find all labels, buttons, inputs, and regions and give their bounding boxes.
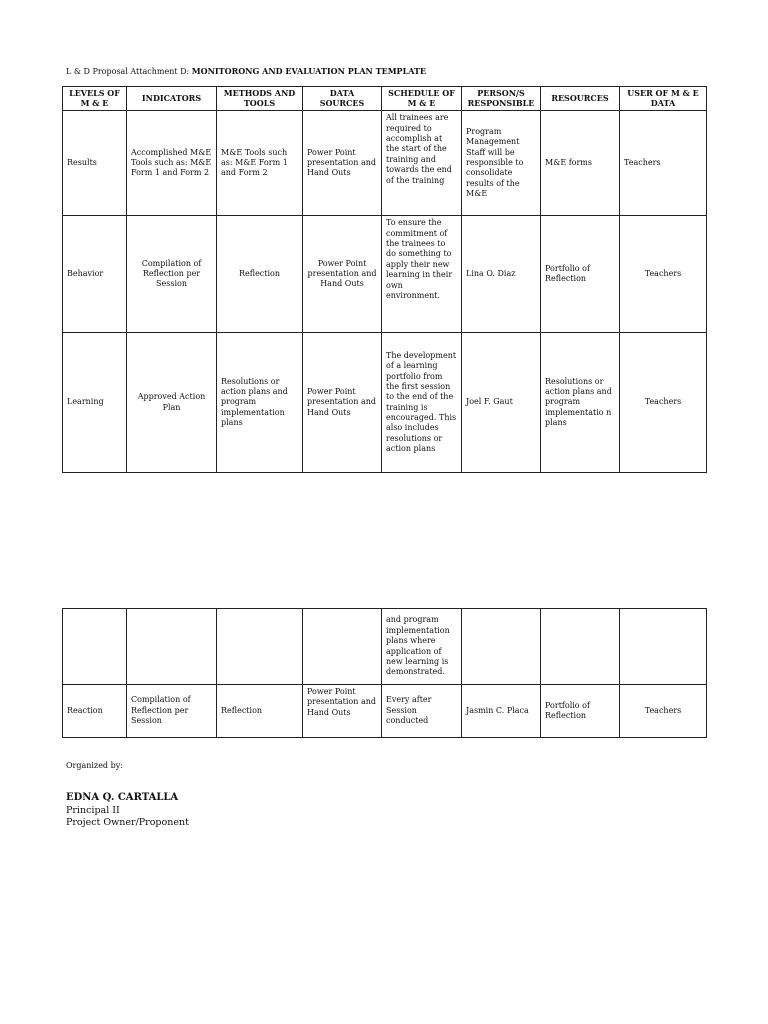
cell-schedule: The development of a learning portfolio from the first session to the end of the training is encouraged. This also includes resolutions or action plans	[382, 333, 462, 473]
cell-sources: Power Point presentation and Hand Outs	[303, 216, 382, 333]
cell-level: Reaction	[63, 685, 127, 738]
cell-indicators: Accomplished M&E Tools such as: M&E Form 1 and Form 2	[127, 111, 217, 216]
header-user: USER OF M & E DATA	[620, 87, 707, 111]
signatory-name: EDNA Q. CARTALLA	[66, 792, 179, 803]
cell-person: Program Management Staff will be responsible to consolidate results of the M&E	[462, 111, 541, 216]
me-plan-table	[62, 86, 707, 473]
cell-methods: Reflection	[217, 685, 303, 738]
cell-resources: Resolutions or action plans and program implementatio n plans	[541, 333, 620, 473]
cell-schedule: and program implementation plans where application of new learning is demonstrated.	[382, 609, 462, 685]
header-schedule: SCHEDULE OF M & E	[382, 87, 462, 111]
signatory-position: Principal II	[66, 805, 120, 816]
cell-resources: M&E forms	[541, 111, 620, 216]
cell-schedule: To ensure the commitment of the trainees to do something to apply their new learning in their own environment.	[382, 216, 462, 333]
cell-user: Teachers	[620, 333, 707, 473]
cell-person: Joel F. Gaut	[462, 333, 541, 473]
cell-resources: Portfolio of Reflection	[541, 216, 620, 333]
cell-sources: Power Point presentation and Hand Outs	[303, 333, 382, 473]
title-main: MONITORONG AND EVALUATION PLAN TEMPLATE	[191, 66, 427, 76]
cell-sources: Power Point presentation and Hand Outs	[303, 111, 382, 216]
cell-indicators: Approved Action Plan	[127, 333, 217, 473]
cell-methods: Resolutions or action plans and program implementation plans	[217, 333, 303, 473]
header-sources: DATA SOURCES	[303, 87, 382, 111]
cell-level: Behavior	[63, 216, 127, 333]
cell-level: Learning	[63, 333, 127, 473]
cell-sources: Power Point presentation and Hand Outs	[303, 685, 382, 738]
cell-user: Teachers	[620, 216, 707, 333]
cell-methods: M&E Tools such as: M&E Form 1 and Form 2	[217, 111, 303, 216]
table-row	[63, 609, 707, 685]
cell-person: Jasmin C. Placa	[462, 685, 541, 738]
cell-person: Lina O. Diaz	[462, 216, 541, 333]
cell-user: Teachers	[620, 685, 707, 738]
table-row	[63, 333, 707, 473]
cell-methods: Reflection	[217, 216, 303, 333]
header-indicators: INDICATORS	[127, 87, 217, 111]
me-plan-table-continued	[62, 608, 707, 738]
table-header-row	[63, 87, 707, 111]
cell-schedule: All trainees are required to accomplish at the start of the training and towards the end of the training	[382, 111, 462, 216]
cell-schedule: Every after Session conducted	[382, 685, 462, 738]
signatory-role: Project Owner/Proponent	[66, 817, 189, 828]
header-resources: RESOURCES	[541, 87, 620, 111]
header-person: PERSON/S RESPONSIBLE	[462, 87, 541, 111]
cell-level: Results	[63, 111, 127, 216]
cell-indicators: Compilation of Reflection per Session	[127, 685, 217, 738]
cell-resources: Portfolio of Reflection	[541, 685, 620, 738]
title-prefix: L & D Proposal Attachment D:	[66, 67, 192, 76]
document-title	[66, 66, 426, 76]
header-methods: METHODS AND TOOLS	[217, 87, 303, 111]
table-row	[63, 216, 707, 333]
cell-indicators: Compilation of Reflection per Session	[127, 216, 217, 333]
organized-by-label: Organized by:	[66, 761, 123, 770]
header-levels: LEVELS OF M & E	[63, 87, 127, 111]
cell-user: Teachers	[620, 111, 707, 216]
table-row	[63, 685, 707, 738]
table-row	[63, 111, 707, 216]
